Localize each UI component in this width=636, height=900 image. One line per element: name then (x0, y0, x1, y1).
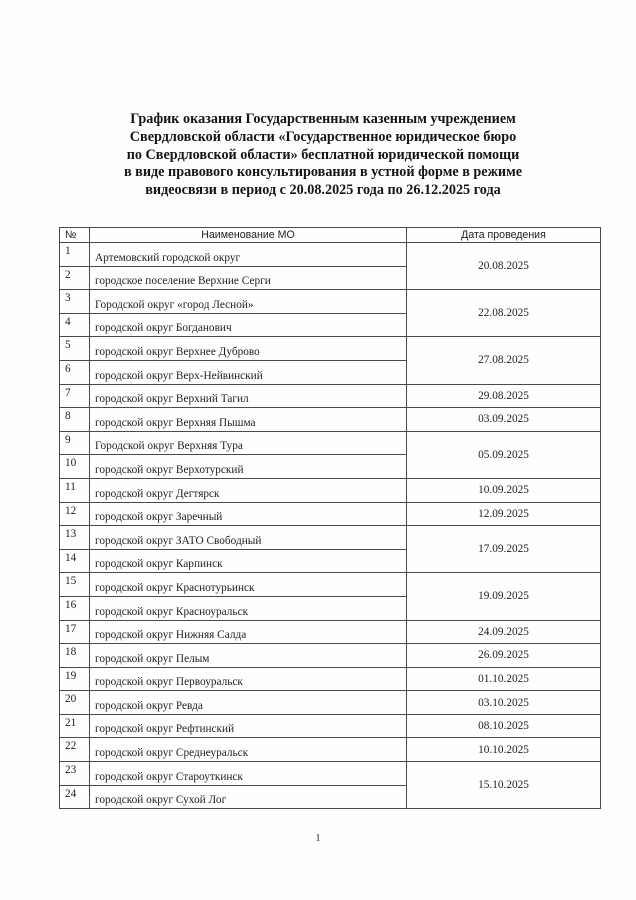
title-line: График оказания Государственным казенным учреждением (130, 111, 516, 127)
event-date: 20.08.2025 (407, 243, 601, 290)
municipality-name: городской округ Пелым (90, 644, 407, 668)
municipality-name: городской округ Ревда (90, 691, 407, 715)
municipality-name: Артемовский городской округ (90, 243, 407, 267)
municipality-name: городской округ Верхний Тагил (90, 384, 407, 408)
row-number: 2 (60, 266, 90, 290)
row-number: 9 (60, 431, 90, 455)
table-row (60, 290, 601, 314)
row-number: 3 (60, 290, 90, 314)
table-row (60, 691, 601, 715)
municipality-name: городской округ Верхняя Пышма (90, 408, 407, 432)
table-row (60, 738, 601, 762)
municipality-name: городской округ Первоуральск (90, 667, 407, 691)
column-header-name: Наименование МО (90, 228, 407, 243)
municipality-name: городской округ Сухой Лог (90, 785, 407, 809)
document-title (95, 111, 551, 200)
row-number: 22 (60, 738, 90, 762)
event-date: 27.08.2025 (407, 337, 601, 384)
title-line: видеосвязи в период с 20.08.2025 года по 26.12.2025 года (145, 182, 501, 199)
event-date: 29.08.2025 (407, 384, 601, 408)
row-number: 20 (60, 691, 90, 715)
table-row (60, 526, 601, 550)
event-date: 03.09.2025 (407, 408, 601, 432)
municipality-name: Городской округ Верхняя Тура (90, 431, 407, 455)
row-number: 1 (60, 243, 90, 267)
municipality-name: городской округ Староуткинск (90, 762, 407, 786)
row-number: 21 (60, 714, 90, 738)
row-number: 17 (60, 620, 90, 644)
row-number: 14 (60, 549, 90, 573)
municipality-name: городской округ ЗАТО Свободный (90, 526, 407, 550)
row-number: 19 (60, 667, 90, 691)
table-row (60, 667, 601, 691)
row-number: 4 (60, 313, 90, 337)
table-row (60, 573, 601, 597)
municipality-name: Городской округ «город Лесной» (90, 290, 407, 314)
table-row (60, 644, 601, 668)
table-row (60, 384, 601, 408)
event-date: 10.09.2025 (407, 478, 601, 502)
municipality-name: городской округ Красноуральск (90, 596, 407, 620)
row-number: 10 (60, 455, 90, 479)
table-row (60, 502, 601, 526)
municipality-name: городской округ Среднеуральск (90, 738, 407, 762)
event-date: 15.10.2025 (407, 762, 601, 809)
row-number: 7 (60, 384, 90, 408)
row-number: 6 (60, 360, 90, 384)
event-date: 17.09.2025 (407, 526, 601, 573)
table-row (60, 408, 601, 432)
municipality-name: городской округ Богданович (90, 313, 407, 337)
title-line: в виде правового консультирования в устной форме в режиме (123, 164, 523, 181)
table-row (60, 620, 601, 644)
municipality-name: городской округ Верхнее Дуброво (90, 337, 407, 361)
event-date: 24.09.2025 (407, 620, 601, 644)
title-line: по Свердловской области» бесплатной юридической помощи (126, 146, 520, 163)
row-number: 16 (60, 596, 90, 620)
municipality-name: городской округ Краснотурьинск (90, 573, 407, 597)
event-date: 12.09.2025 (407, 502, 601, 526)
municipality-name: городской округ Нижняя Салда (90, 620, 407, 644)
table-row (60, 714, 601, 738)
row-number: 13 (60, 526, 90, 550)
event-date: 08.10.2025 (407, 714, 601, 738)
schedule-table-body (60, 243, 601, 809)
event-date: 01.10.2025 (407, 667, 601, 691)
row-number: 15 (60, 573, 90, 597)
table-row (60, 243, 601, 267)
row-number: 23 (60, 762, 90, 786)
page-number: 1 (315, 832, 321, 844)
municipality-name: городской округ Верх-Нейвинский (90, 360, 407, 384)
row-number: 12 (60, 502, 90, 526)
schedule-table (59, 227, 601, 809)
table-header-row (60, 228, 601, 243)
event-date: 03.10.2025 (407, 691, 601, 715)
row-number: 18 (60, 644, 90, 668)
event-date: 10.10.2025 (407, 738, 601, 762)
row-number: 11 (60, 478, 90, 502)
title-line: Свердловской области «Государственное юридическое бюро (129, 128, 517, 145)
municipality-name: городское поселение Верхние Серги (90, 266, 407, 290)
column-header-number: № (60, 228, 90, 243)
municipality-name: городской округ Заречный (90, 502, 407, 526)
table-row (60, 762, 601, 786)
event-date: 19.09.2025 (407, 573, 601, 620)
table-row (60, 431, 601, 455)
column-header-date: Дата проведения (407, 228, 601, 243)
event-date: 05.09.2025 (407, 431, 601, 478)
row-number: 24 (60, 785, 90, 809)
municipality-name: городской округ Рефтинский (90, 714, 407, 738)
table-row (60, 337, 601, 361)
row-number: 8 (60, 408, 90, 432)
municipality-name: городской округ Карпинск (90, 549, 407, 573)
table-row (60, 478, 601, 502)
municipality-name: городской округ Верхотурский (90, 455, 407, 479)
municipality-name: городской округ Дегтярск (90, 478, 407, 502)
event-date: 26.09.2025 (407, 644, 601, 668)
event-date: 22.08.2025 (407, 290, 601, 337)
row-number: 5 (60, 337, 90, 361)
